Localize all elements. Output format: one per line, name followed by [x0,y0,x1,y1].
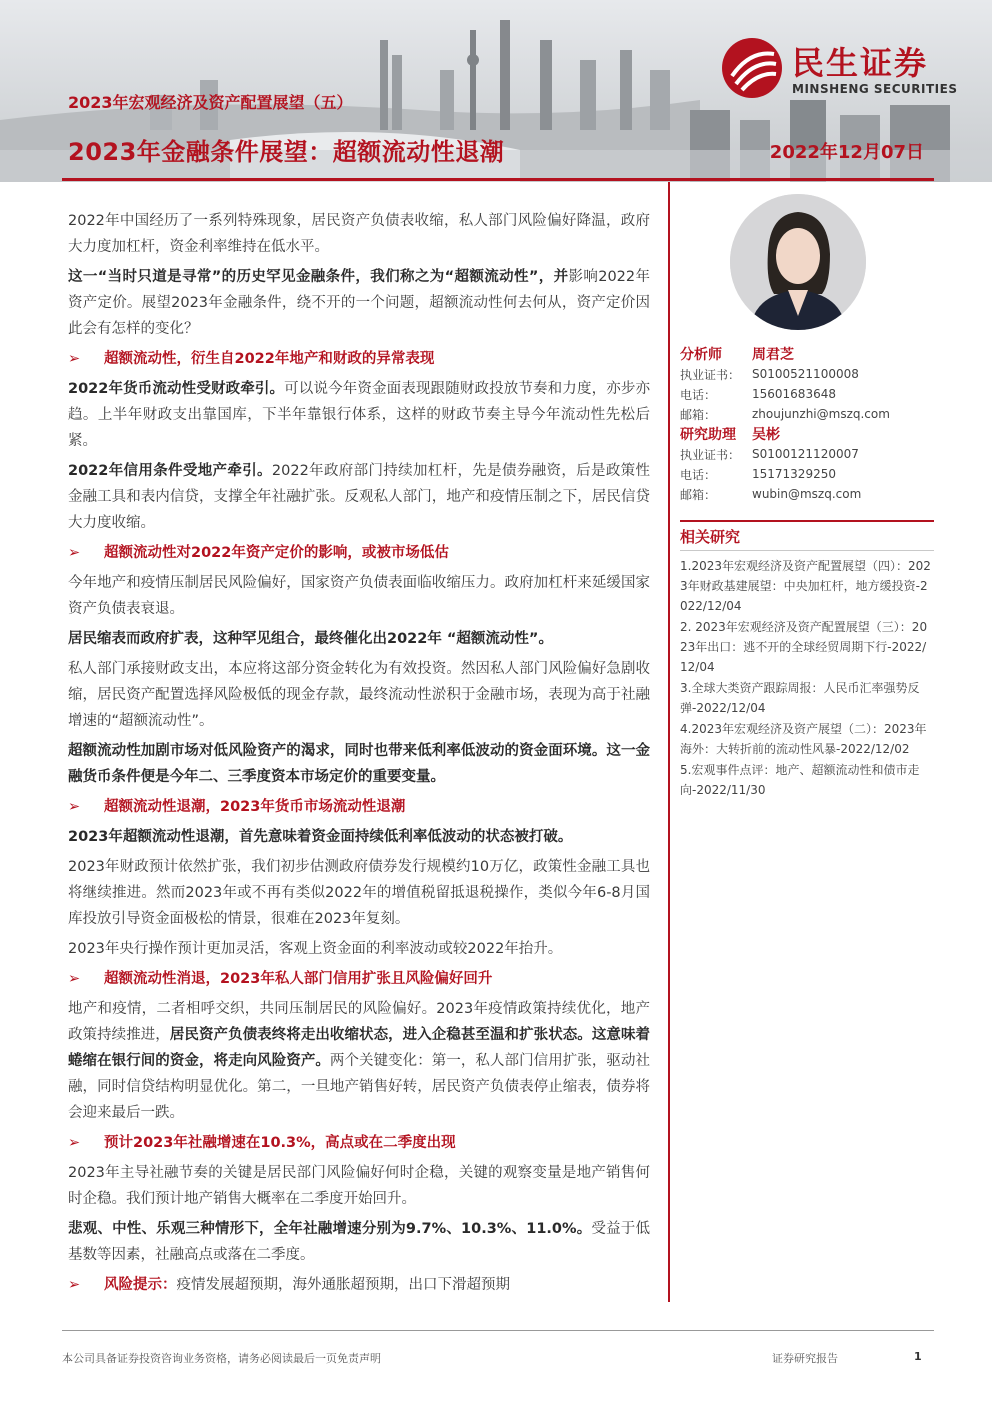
arrow-icon: ➢ [68,799,81,815]
logo-text-en: MINSHENG SECURITIES [792,82,958,96]
section-heading: ➢ 预计2023年社融增速在10.3%，高点或在二季度出现 [68,1130,650,1156]
paragraph: 悲观、中性、乐观三种情形下，全年社融增速分别为9.7%、10.3%、11.0%。受益于低基数等因素，社融高点或落在二季度。 [68,1221,651,1263]
paragraph: 私人部门承接财政支出，本应将这部分资金转化为有效投资。然因私人部门风险偏好急剧收缩，居民资产配置选择风险极低的现金存款，最终流动性淤积于金融市场，表现为高于社融增速的“超额流动性”。 [68,661,650,729]
paragraph: 2023年央行操作预计更加灵活，客观上资金面的利率波动或较2022年抬升。 [68,941,563,957]
page-number: 1 [914,1350,922,1363]
analyst-phone: 电话： 15601683648 [680,387,836,402]
paragraph: 2022年货币流动性受财政牵引。可以说今年资金面表现跟随财政投放节奏和力度，亦步亦趋。上半年财政支出靠国库，下半年靠银行体系，这样的财政节奏主导今年流动性先松后紧。 [68,381,651,449]
minsheng-logo [720,36,970,106]
arrow-icon: ➢ [68,545,81,561]
related-item[interactable]: 1.2023年宏观经济及资产配置展望（四）：2023年财政基建展望：中央加杠杆，地方缓投资-2022/12/04 [680,559,931,613]
assistant-email: 邮箱： wubin@mszq.com [680,487,862,502]
related-list [680,556,932,801]
logo-text-cn: 民生证券 [792,44,929,82]
section-heading: ➢ 超额流动性，衍生自2022年地产和财政的异常表现 [68,346,650,372]
arrow-icon: ➢ [68,971,81,987]
analyst-email: 邮箱： zhoujunzhi@mszq.com [680,407,890,422]
related-title: 相关研究 [680,528,741,546]
paragraph: 2023年超额流动性退潮，首先意味着资金面持续低利率低波动的状态被打破。 [68,829,573,845]
analyst-info [680,344,934,504]
main-content [68,208,650,1302]
section-heading: ➢ 超额流动性退潮，2023年货币市场流动性退潮 [68,794,650,820]
assistant-row: 研究助理 吴彬 [680,427,780,443]
footer-rule [62,1330,934,1331]
related-item[interactable]: 4.2023年宏观经济及资产展望（二）：2023年海外：大转折前的流动性风暴-2022/12/02 [680,722,927,756]
column-divider [668,182,670,1302]
arrow-icon: ➢ [68,1135,81,1151]
section-heading: ➢ 超额流动性对2022年资产定价的影响，或被市场低估 [68,540,650,566]
analyst-cert: 执业证书： S0100521100008 [680,367,859,382]
section-heading: ➢ 超额流动性消退，2023年私人部门信用扩张且风险偏好回升 [68,966,650,992]
report-title: 2023年金融条件展望：超额流动性退潮 [68,138,505,166]
analyst-photo [730,194,866,330]
paragraph: 这一“当时只道是寻常”的历史罕见金融条件，我们称之为“超额流动性”，并影响2022年资产定价。展望2023年金融条件，绕不开的一个问题，超额流动性何去何从，资产定价因此会有怎样的变化？ [68,269,650,337]
related-item[interactable]: 3.全球大类资产跟踪周报：人民币汇率强势反弹-2022/12/04 [680,681,920,715]
intro-paragraph: 2022年中国经历了一系列特殊现象，居民资产负债表收缩，私人部门风险偏好降温，政府大力度加杠杆，资金利率维持在低水平。 [68,213,650,255]
assistant-phone: 电话： 15171329250 [680,467,836,482]
header-banner [0,0,992,182]
related-rule [680,520,934,522]
related-rule-thin [680,550,934,551]
paragraph: 2022年信用条件受地产牵引。2022年政府部门持续加杠杆，先是债券融资，后是政策性金融工具和表内信贷，支撑全年社融扩张。反观私人部门，地产和疫情压制之下，居民信贷大力度收缩。 [68,463,651,531]
arrow-icon: ➢ [68,351,81,367]
footer-report-type: 证券研究报告 [772,1352,838,1365]
paragraph: 2023年财政预计依然扩张，我们初步估测政府债券发行规模约10万亿，政策性金融工具也将继续推进。然而2023年或不再有类似2022年的增值税留抵退税操作，类似今年6-8月国库投放引导资金面极松的情景，很难在2023年复刻。 [68,859,650,927]
arrow-icon: ➢ [68,1277,81,1293]
paragraph: 居民缩表而政府扩表，这种罕见组合，最终催化出2022年 “超额流动性”。 [68,631,553,647]
report-series: 2023年宏观经济及资产配置展望（五） [68,93,353,112]
assistant-cert: 执业证书： S0100121120007 [680,447,859,462]
paragraph: 地产和疫情，二者相呼交织，共同压制居民的风险偏好。2023年疫情政策持续优化，地产政策持续推进，居民资产负债表终将走出收缩状态，进入企稳甚至温和扩张状态。这意味着蜷缩在银行间的资金，将走向风险资产。两个关键变化：第一，私人部门信用扩张，驱动社融，同时信贷结构明显优化。第二，一旦地产销售好转，居民资产负债表停止缩表，债券将会迎来最后一跌。 [68,1001,650,1121]
paragraph: 2023年主导社融节奏的关键是居民部门风险偏好何时企稳，关键的观察变量是地产销售何时企稳。我们预计地产销售大概率在二季度开始回升。 [68,1165,650,1207]
minsheng-logo-icon [720,36,784,100]
header-rule [62,178,934,181]
risk-note: ➢ 风险提示： 疫情发展超预期，海外通胀超预期，出口下滑超预期 [68,1272,650,1298]
paragraph: 超额流动性加剧市场对低风险资产的渴求，同时也带来低利率低波动的资金面环境。这一金融货币条件便是今年二、三季度资本市场定价的重要变量。 [68,743,650,785]
paragraph: 今年地产和疫情压制居民风险偏好，国家资产负债表面临收缩压力。政府加杠杆来延缓国家资产负债表衰退。 [68,575,650,617]
footer-disclaimer: 本公司具备证券投资咨询业务资格，请务必阅读最后一页免责声明 [62,1352,381,1365]
analyst-row: 分析师 周君芝 [680,347,794,363]
related-item[interactable]: 5.宏观事件点评：地产、超额流动性和债市走向-2022/11/30 [680,763,920,797]
related-item[interactable]: 2. 2023年宏观经济及资产配置展望（三）：2023年出口：逃不开的全球经贸周期下行-2022/12/04 [680,620,928,674]
report-date: 2022年12月07日 [769,142,924,163]
